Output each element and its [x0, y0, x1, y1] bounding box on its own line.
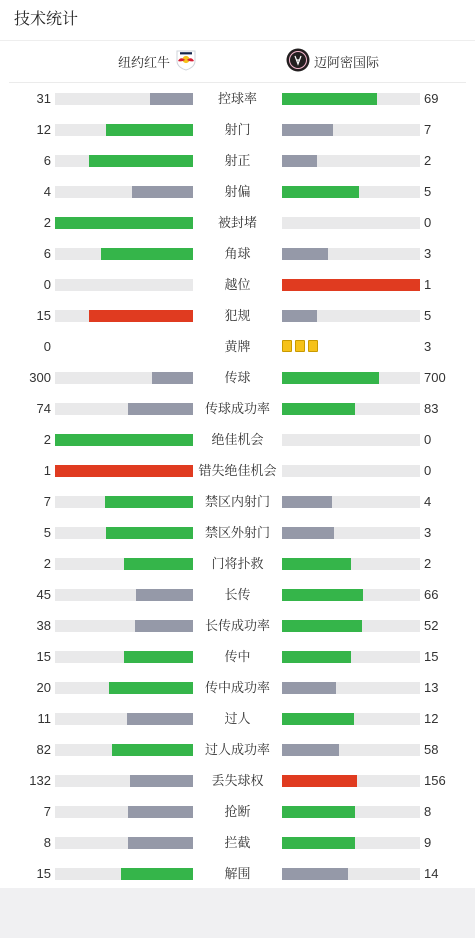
- yellow-card-icon: [308, 340, 318, 352]
- stat-row: [0, 610, 475, 641]
- away-bar-track: [282, 310, 420, 322]
- stat-label: 黄牌: [224, 339, 251, 354]
- away-value: 7: [424, 122, 432, 137]
- stat-label: 射偏: [224, 184, 251, 199]
- away-value: 0: [424, 215, 432, 230]
- away-bar-track: [282, 217, 420, 229]
- away-bar-fill: [282, 372, 379, 384]
- away-value: 83: [424, 401, 439, 416]
- home-bar-track: [55, 589, 193, 601]
- away-value: 14: [424, 866, 439, 881]
- home-bar-fill: [112, 744, 193, 756]
- stat-row: [0, 145, 475, 176]
- away-bar-track: [282, 713, 420, 725]
- away-bar-fill: [282, 744, 339, 756]
- away-bar-track: [282, 248, 420, 260]
- stat-row: [0, 579, 475, 610]
- away-bar-track: [282, 806, 420, 818]
- away-bar-fill: [282, 682, 336, 694]
- home-value: 15: [36, 308, 51, 323]
- away-value: 0: [424, 432, 432, 447]
- home-bar-track: [55, 403, 193, 415]
- home-bar-fill: [124, 558, 193, 570]
- home-bar-track: [55, 279, 193, 291]
- stat-row: [0, 796, 475, 827]
- away-bar-track: [282, 186, 420, 198]
- stat-row: [0, 765, 475, 796]
- stat-row: [0, 114, 475, 145]
- home-bar-fill: [136, 589, 193, 601]
- away-bar-track: [282, 403, 420, 415]
- away-bar-fill: [282, 403, 355, 415]
- away-team[interactable]: [286, 41, 379, 82]
- away-bar-fill: [282, 837, 355, 849]
- away-value: 156: [424, 773, 446, 788]
- home-bar-track: [55, 837, 193, 849]
- stat-row: [0, 517, 475, 548]
- home-bar-fill: [150, 93, 193, 105]
- home-bar-track: [55, 527, 193, 539]
- away-value: 13: [424, 680, 439, 695]
- team-header: [9, 41, 466, 83]
- home-bar-fill: [106, 124, 193, 136]
- home-bar-track: [55, 93, 193, 105]
- away-bar-track: [282, 465, 420, 477]
- home-bar-fill: [128, 806, 193, 818]
- away-bar-fill: [282, 620, 362, 632]
- home-bar-track: [55, 496, 193, 508]
- away-bar-fill: [282, 93, 377, 105]
- home-bar-fill: [121, 868, 193, 880]
- away-value: 52: [424, 618, 439, 633]
- home-bar-fill: [152, 372, 193, 384]
- home-bar-track: [55, 620, 193, 632]
- away-bar-track: [282, 620, 420, 632]
- away-bar-fill: [282, 775, 357, 787]
- red-bulls-crest-icon: [174, 49, 198, 74]
- away-value: 58: [424, 742, 439, 757]
- stat-label: 射门: [224, 122, 251, 137]
- away-value: 69: [424, 91, 439, 106]
- home-bar-track: [55, 651, 193, 663]
- home-value: 38: [36, 618, 51, 633]
- home-bar-track: [55, 806, 193, 818]
- home-value: 11: [37, 711, 51, 726]
- home-value: 6: [43, 246, 51, 261]
- home-bar-fill: [109, 682, 193, 694]
- home-bar-fill: [55, 217, 193, 229]
- home-value: 20: [36, 680, 51, 695]
- away-value: 3: [424, 246, 432, 261]
- away-bar-fill: [282, 558, 351, 570]
- away-bar-fill: [282, 155, 317, 167]
- stat-label: 被封堵: [217, 215, 257, 230]
- home-bar-track: [55, 713, 193, 725]
- away-value: 1: [424, 277, 432, 292]
- away-bar-track: [282, 279, 420, 291]
- stat-row: [0, 703, 475, 734]
- away-bar-fill: [282, 651, 351, 663]
- home-bar-track: [55, 868, 193, 880]
- away-yellow-cards: [282, 340, 318, 352]
- yellow-card-icon: [295, 340, 305, 352]
- away-value: 4: [424, 494, 432, 509]
- stat-row: [0, 83, 475, 114]
- home-bar-track: [55, 217, 193, 229]
- home-value: 300: [29, 370, 51, 385]
- away-value: 66: [424, 587, 439, 602]
- home-bar-track: [55, 372, 193, 384]
- away-bar-track: [282, 496, 420, 508]
- away-bar-fill: [282, 806, 355, 818]
- home-value: 0: [43, 339, 51, 354]
- away-bar-fill: [282, 868, 348, 880]
- stat-label: 射正: [224, 153, 251, 168]
- stat-row: [0, 827, 475, 858]
- home-team[interactable]: [118, 41, 198, 82]
- stat-label: 丢失球权: [211, 773, 264, 788]
- away-bar-track: [282, 868, 420, 880]
- stat-row: [0, 269, 475, 300]
- stat-row: [0, 331, 475, 362]
- home-value: 132: [29, 773, 51, 788]
- home-value: 31: [36, 91, 51, 106]
- home-value: 8: [43, 835, 51, 850]
- home-value: 0: [43, 277, 51, 292]
- stat-label: 长传成功率: [204, 618, 270, 633]
- stat-label: 禁区外射门: [204, 525, 270, 540]
- home-value: 2: [43, 215, 51, 230]
- away-value: 5: [424, 184, 432, 199]
- home-bar-track: [55, 465, 193, 477]
- stat-label: 绝佳机会: [211, 432, 264, 447]
- inter-miami-crest-icon: [286, 48, 310, 75]
- stat-row: [0, 393, 475, 424]
- stat-row: [0, 672, 475, 703]
- home-bar-fill: [89, 155, 193, 167]
- home-bar-fill: [101, 248, 193, 260]
- home-bar-fill: [106, 527, 193, 539]
- stat-label: 控球率: [217, 91, 257, 106]
- stat-label: 越位: [224, 277, 251, 292]
- home-bar-track: [55, 744, 193, 756]
- stat-label: 传中成功率: [204, 680, 270, 695]
- stat-label: 传球: [224, 370, 251, 385]
- home-bar-track: [55, 558, 193, 570]
- away-bar-track: [282, 589, 420, 601]
- away-value: 3: [424, 339, 432, 354]
- stat-label: 传球成功率: [204, 401, 270, 416]
- away-bar-fill: [282, 496, 332, 508]
- home-bar-fill: [55, 434, 193, 446]
- home-value: 74: [36, 401, 51, 416]
- away-value: 3: [424, 525, 432, 540]
- stat-row: [0, 424, 475, 455]
- home-value: 15: [36, 866, 51, 881]
- stat-row: [0, 486, 475, 517]
- home-bar-track: [55, 155, 193, 167]
- home-bar-fill: [89, 310, 193, 322]
- home-bar-track: [55, 310, 193, 322]
- home-bar-fill: [55, 465, 193, 477]
- away-bar-fill: [282, 589, 363, 601]
- away-bar-track: [282, 558, 420, 570]
- home-bar-fill: [124, 651, 193, 663]
- stat-row: [0, 238, 475, 269]
- stat-label: 过人成功率: [204, 742, 270, 757]
- stat-label: 错失绝佳机会: [198, 463, 277, 478]
- stat-label: 抢断: [224, 804, 251, 819]
- home-bar-track: [55, 248, 193, 260]
- stat-label: 门将扑救: [211, 556, 264, 571]
- home-value: 45: [36, 587, 51, 602]
- home-bar-fill: [105, 496, 193, 508]
- stat-row: [0, 734, 475, 765]
- home-bar-track: [55, 434, 193, 446]
- away-bar-track: [282, 682, 420, 694]
- home-bar-fill: [128, 403, 193, 415]
- home-value: 15: [36, 649, 51, 664]
- stat-label: 过人: [224, 711, 251, 726]
- home-bar-track: [55, 775, 193, 787]
- home-bar-fill: [130, 775, 193, 787]
- home-value: 6: [43, 153, 51, 168]
- away-value: 8: [424, 804, 432, 819]
- home-value: 5: [43, 525, 51, 540]
- away-bar-track: [282, 837, 420, 849]
- away-value: 2: [424, 153, 432, 168]
- away-bar-fill: [282, 248, 328, 260]
- stat-row: [0, 641, 475, 672]
- stat-row: [0, 362, 475, 393]
- stat-label: 解围: [224, 866, 251, 881]
- away-bar-track: [282, 372, 420, 384]
- stat-label: 禁区内射门: [204, 494, 270, 509]
- stat-label: 传中: [224, 649, 251, 664]
- away-bar-fill: [282, 186, 359, 198]
- stat-label: 长传: [224, 587, 251, 602]
- home-bar-fill: [128, 837, 193, 849]
- away-bar-track: [282, 775, 420, 787]
- stat-row: [0, 455, 475, 486]
- away-bar-track: [282, 155, 420, 167]
- away-bar-track: [282, 124, 420, 136]
- home-bar-track: [55, 186, 193, 198]
- home-value: 4: [43, 184, 51, 199]
- stat-row: [0, 300, 475, 331]
- home-bar-fill: [132, 186, 193, 198]
- away-value: 2: [424, 556, 432, 571]
- away-bar-track: [282, 93, 420, 105]
- away-bar-fill: [282, 713, 354, 725]
- home-value: 2: [43, 432, 51, 447]
- home-bar-track: [55, 124, 193, 136]
- away-value: 700: [424, 370, 446, 385]
- home-value: 2: [43, 556, 51, 571]
- stat-row: [0, 858, 475, 889]
- away-value: 5: [424, 308, 432, 323]
- home-value: 1: [43, 463, 51, 478]
- away-value: 0: [424, 463, 432, 478]
- away-value: 12: [424, 711, 439, 726]
- stat-label: 犯规: [224, 308, 251, 323]
- away-bar-track: [282, 527, 420, 539]
- away-bar-fill: [282, 279, 420, 291]
- away-bar-track: [282, 434, 420, 446]
- home-bar-fill: [135, 620, 193, 632]
- away-team-name: 迈阿密国际: [314, 55, 380, 70]
- home-value: 82: [36, 742, 51, 757]
- away-value: 15: [424, 649, 439, 664]
- home-value: 7: [43, 804, 51, 819]
- stat-label: 拦截: [224, 835, 251, 850]
- stat-label: 角球: [224, 246, 251, 261]
- home-value: 7: [43, 494, 51, 509]
- stats-list: [0, 83, 475, 889]
- away-bar-track: [282, 744, 420, 756]
- away-value: 9: [424, 835, 432, 850]
- stat-row: [0, 207, 475, 238]
- stat-row: [0, 548, 475, 579]
- yellow-card-icon: [282, 340, 292, 352]
- away-bar-fill: [282, 310, 317, 322]
- home-bar-track: [55, 682, 193, 694]
- stat-row: [0, 176, 475, 207]
- home-team-name: 纽约红牛: [118, 55, 171, 70]
- away-bar-fill: [282, 124, 333, 136]
- away-bar-fill: [282, 527, 334, 539]
- away-bar-track: [282, 651, 420, 663]
- home-value: 12: [36, 122, 51, 137]
- home-bar-fill: [127, 713, 193, 725]
- page-title: 技术统计: [0, 0, 475, 41]
